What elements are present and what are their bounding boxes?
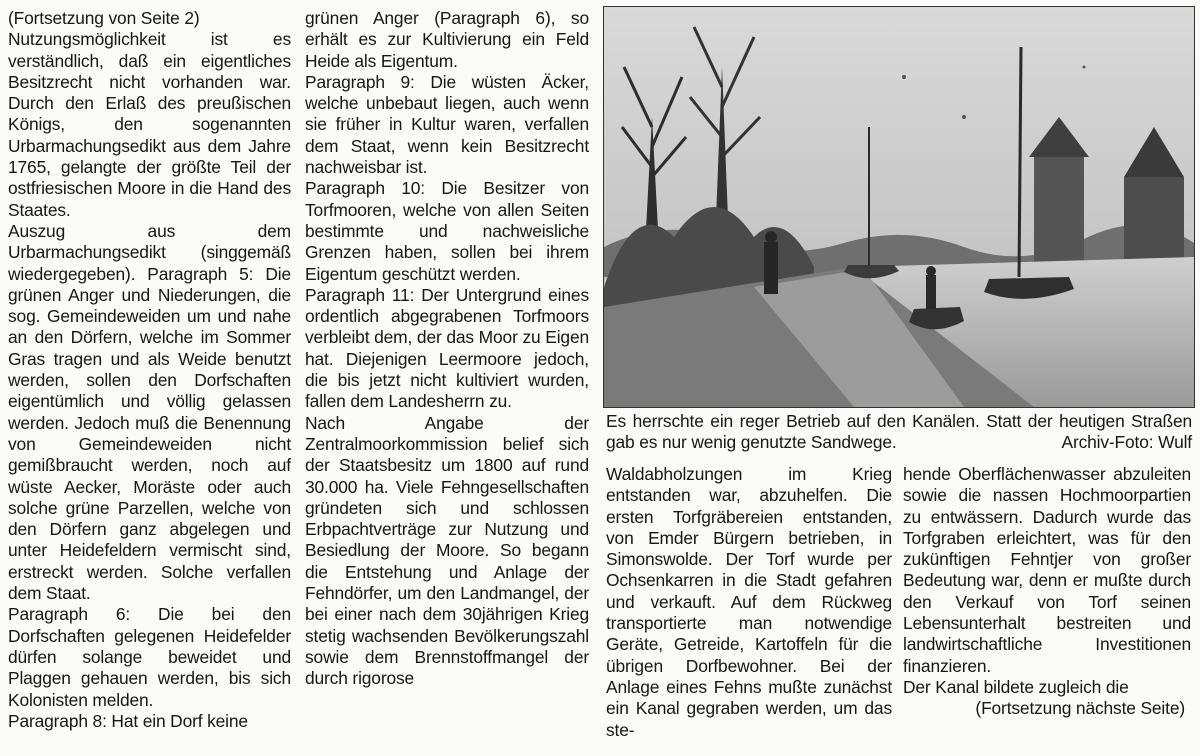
paragraph: hende Oberflächenwasser abzuleiten sowie die nassen Hochmoorpartien zu entwässern. Dadurch wurde das Torfgraben erleichtert, was für den zukünftigen Fehntjer von großer Bedeutung war, denn er mußte durch den Verkauf von Torf seinen Lebensunterhalt bestreiten und landwirtschaftliche Investitionen finanzieren. [903,464,1191,676]
person-head [765,231,777,243]
paragraph: grünen Anger (Paragraph 6), so erhält es zur Kultivierung ein Feld Heide als Eigentum. [305,8,589,71]
photo-speck [962,115,966,119]
paragraph: Paragraph 8: Hat ein Dorf keine [8,710,248,731]
photo-credit: Archiv-Foto: Wulf [1061,432,1192,453]
person-head [926,266,936,276]
paragraph: Auszug aus dem Urbarmachungsedikt (singgemäß wiedergegeben). Paragraph 5: Die grünen Anger und Niederungen, die sog. Gemeindeweiden um und nahe an den Dörfern, welche im Sommer Gras tragen und als Weide benutzt werden, sollen den Dorfschaften eigentümlich und völlig gelassen werden. Jedoch muß die Benennung von Gemeindeweiden nicht gemißbraucht werden, noch auf wüste Aecker, Moräste oder auch solche grüne Parzellen, welche von den Dörfern ganz abgelegen und unter Heidefeldern vermischt sind, erstreckt werden. Solche verfallen dem Staat. [8,220,291,604]
paragraph: Paragraph 10: Die Besitzer von Torfmooren, welche von allen Seiten bestimmte und nachweisliche Grenzen haben, sollen bei ihrem Eigentum geschützt werden. [305,178,589,284]
paragraph: Paragraph 9: Die wüsten Äcker, welche unbebaut liegen, auch wenn sie früher in Kultur waren, verfallen dem Staat, wenn kein Besitzrecht nachweisbar ist. [305,71,589,178]
paragraph: Paragraph 11: Der Untergrund eines ordentlich abgegrabenen Torfmoors verbleibt dem, der das Moor zu Eigen hat. Diejenigen Leermoore jedoch, die bis jetzt nicht kultiviert wurden, fallen dem Landesherrn zu. [305,284,589,412]
photo-speck [1083,66,1086,69]
paragraph: Nutzungsmöglichkeit ist es verständlich, daß ein eigentliches Besitzrecht nicht vorhanden war. Durch den Erlaß des preußischen Königs, den sogenannten Urbarmachungsedikt aus dem Jahre 1765, gelangte der größte Teil der ostfriesischen Moore in die Hand des Staates. [8,29,291,220]
article-column-1 [8,8,291,732]
person [764,242,778,294]
mast [1019,47,1021,277]
continued-next-note: (Fortsetzung nächste Seite) [975,698,1185,719]
person [926,275,936,309]
house [1034,157,1084,267]
photo-speck [902,75,906,79]
archive-photo [603,6,1195,408]
paragraph: Paragraph 6: Die bei den Dorfschaften gelegenen Heidefelder dürfen solange beweidet und Plaggen gehauen werden, bis sich Kolonisten melden. [8,604,291,710]
continued-from-note: (Fortsetzung von Seite 2) [8,8,200,28]
caption-text: Es herrschte ein reger Betrieb auf den Kanälen. Statt der heutigen Straßen gab es nur wenig genutzte Sandwege. [606,411,1192,453]
photo-caption [606,411,1192,454]
paragraph: Der Kanal bildete zugleich die [903,676,1129,697]
paragraph: Nach Angabe der Zentralmoorkommission belief sich der Staatsbesitz um 1800 auf rund 30.000 ha. Viele Fehngesellschaften gründeten sich und schlossen Erbpachtverträge zur Nutzung und Besiedlung der Moore. So begann die Entstehung und Anlage der Fehndörfer, um den Landmangel, der bei einer nach dem 30jährigen Krieg stetig wachsenden Bevölkerungszahl sowie dem Brennstoffmangel der durch rigorose [305,412,589,689]
article-column-3 [606,464,892,741]
canal-scene-illustration [604,7,1194,407]
article-column-2 [305,8,589,690]
paragraph: Waldabholzungen im Krieg entstanden war, abzuhelfen. Die ersten Torfgräbereien entstanden, von Emder Bürgern betrieben, in Simonswolde. Der Torf wurde per Ochsenkarren in die Stadt gefahren und verkauft. Auf dem Rückweg transportierte man notwendige Geräte, Getreide, Kartoffeln für die übrigen Dorfbewohner. Bei der Anlage eines Fehns mußte zunächst ein Kanal gegraben werden, um das ste- [606,464,892,740]
article-column-4 [903,464,1191,720]
